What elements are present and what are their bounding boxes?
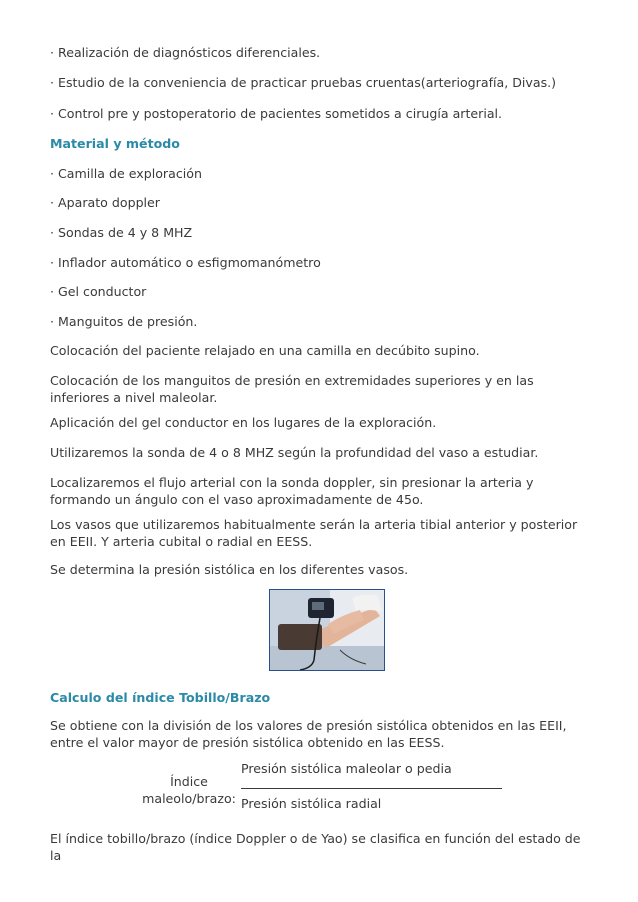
text-colocacion-paciente: Colocación del paciente relajado en una camilla en decúbito supino. [50,343,480,358]
heading-material-metodo: Material y método [50,136,180,151]
text-estudio-pruebas: · Estudio de la conveniencia de practicar pruebas cruentas(arteriografía, Divas.) [50,75,557,90]
text-vasos: Los vasos que utilizaremos habitualmente serán la arteria tibial anterior y posterior en EEII. Y arteria cubital o radial en EESS. [50,517,578,549]
text-diagnosticos: · Realización de diagnósticos diferenciales. [50,45,321,60]
list-item-doppler: · Aparato doppler [50,195,160,210]
text-presion-sistolica: Se determina la presión sistólica en los diferentes vasos. [50,562,409,577]
formula-denominator: Presión sistólica radial [241,796,382,811]
heading-calculo-indice: Calculo del índice Tobillo/Brazo [50,690,271,705]
formula-label-line1: Índice [170,774,208,789]
text-flujo-arterial: Localizaremos el flujo arterial con la sonda doppler, sin presionar la arteria y formando un ángulo con el vaso aproximadamente de 45o. [50,475,534,507]
formula-label-line2: maleolo/brazo: [142,791,236,806]
list-item-sondas: · Sondas de 4 y 8 MHZ [50,225,193,240]
list-item-manguitos: · Manguitos de presión. [50,314,198,329]
list-item-inflador: · Inflador automático o esfigmomanómetro [50,255,321,270]
list-item-gel: · Gel conductor [50,284,147,299]
text-sonda: Utilizaremos la sonda de 4 o 8 MHZ según la profundidad del vaso a estudiar. [50,445,539,460]
list-item-camilla: · Camilla de exploración [50,166,202,181]
fraction-bar [241,788,502,789]
formula-label [140,773,238,807]
text-indice-clasificacion: El índice tobillo/brazo (índice Doppler o de Yao) se clasifica en función del estado de la [50,831,581,863]
text-control: · Control pre y postoperatorio de pacientes sometidos a cirugía arterial. [50,106,503,121]
text-aplicacion-gel: Aplicación del gel conductor en los lugares de la exploración. [50,415,437,430]
formula-numerator: Presión sistólica maleolar o pedia [241,761,452,776]
doppler-exam-photo [269,589,385,671]
text-colocacion-manguitos: Colocación de los manguitos de presión en extremidades superiores y en las inferiores a nivel maleolar. [50,373,534,405]
text-division-valores: Se obtiene con la división de los valores de presión sistólica obtenidos en las EEII, entre el valor mayor de presión sistólica obtenido en las EESS. [50,718,567,750]
